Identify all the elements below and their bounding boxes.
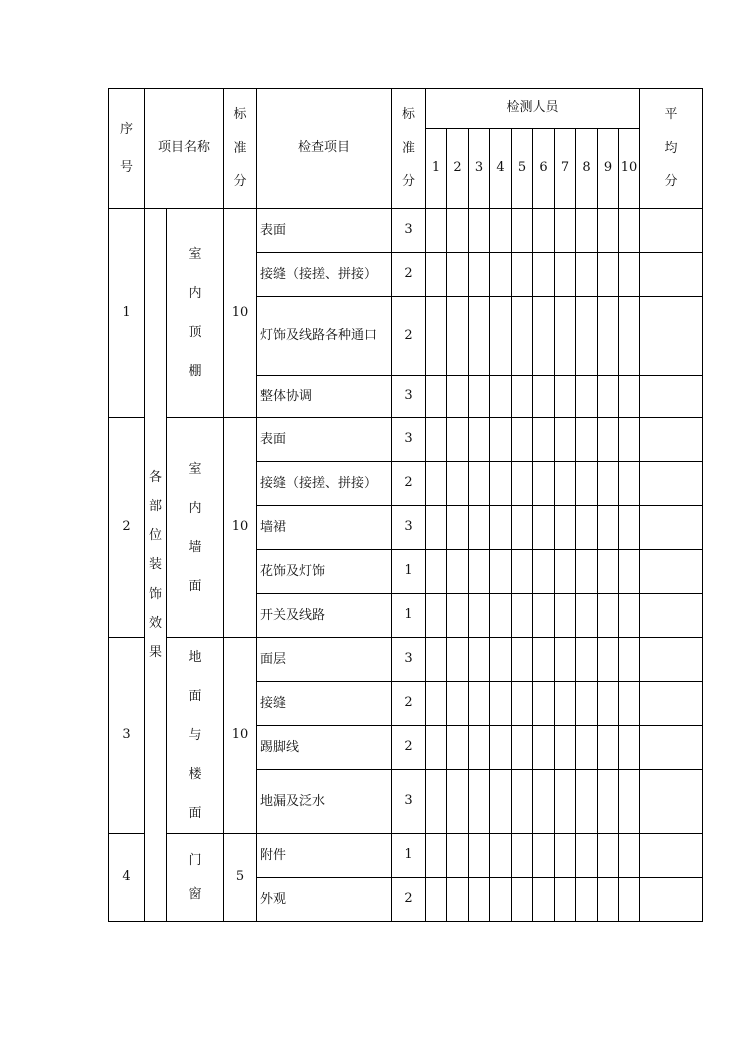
inspector-score-cell[interactable] [619,770,640,834]
inspector-score-cell[interactable] [469,376,490,418]
inspector-score-cell[interactable] [555,878,576,922]
inspector-score-cell[interactable] [469,418,490,462]
average-score-cell[interactable] [640,638,703,682]
row-seq: 4 [109,834,145,922]
average-score-cell[interactable] [640,878,703,922]
item-name [167,209,224,418]
inspector-score-cell[interactable] [447,550,469,594]
inspector-score-cell[interactable] [619,550,640,594]
inspector-score-cell[interactable] [576,726,598,770]
inspector-score-cell[interactable] [490,638,512,682]
inspector-score-cell[interactable] [576,506,598,550]
header-std-score: 标准分 [224,89,257,209]
inspector-score-cell[interactable] [598,638,619,682]
inspector-score-cell[interactable] [426,726,447,770]
inspector-score-cell[interactable] [598,462,619,506]
average-score-cell[interactable] [640,550,703,594]
inspector-score-cell[interactable] [469,550,490,594]
inspector-score-cell[interactable] [576,834,598,878]
inspector-score-cell[interactable] [598,209,619,253]
item-std-score: 5 [224,834,257,922]
inspector-score-cell[interactable] [533,297,555,376]
inspector-score-cell[interactable] [512,770,533,834]
inspector-score-cell[interactable] [512,682,533,726]
item-name-label: 门窗 [188,852,202,902]
inspector-score-cell[interactable] [447,834,469,878]
inspector-number: 6 [533,129,555,209]
inspector-score-cell[interactable] [512,253,533,297]
inspector-score-cell[interactable] [555,594,576,638]
check-item: 外观 [257,878,392,922]
inspector-score-cell[interactable] [576,253,598,297]
inspector-score-cell[interactable] [426,594,447,638]
inspector-score-cell[interactable] [469,834,490,878]
inspector-score-cell[interactable] [447,594,469,638]
inspector-score-cell[interactable] [447,638,469,682]
inspector-score-cell[interactable] [490,462,512,506]
inspector-score-cell[interactable] [512,726,533,770]
inspector-number: 5 [512,129,533,209]
inspector-score-cell[interactable] [426,209,447,253]
inspector-score-cell[interactable] [533,376,555,418]
inspector-score-cell[interactable] [469,209,490,253]
inspector-score-cell[interactable] [447,726,469,770]
check-item: 踢脚线 [257,726,392,770]
inspector-score-cell[interactable] [426,834,447,878]
inspector-score-cell[interactable] [555,462,576,506]
inspector-score-cell[interactable] [426,418,447,462]
check-item-score: 2 [392,682,426,726]
inspector-number: 2 [447,129,469,209]
inspector-score-cell[interactable] [533,878,555,922]
inspector-score-cell[interactable] [576,594,598,638]
header-item-name: 项目名称 [145,89,224,209]
check-item: 接缝 [257,682,392,726]
inspector-score-cell[interactable] [576,418,598,462]
inspector-score-cell[interactable] [490,834,512,878]
average-score-cell[interactable] [640,726,703,770]
inspector-score-cell[interactable] [469,682,490,726]
inspector-score-cell[interactable] [512,638,533,682]
inspector-score-cell[interactable] [426,253,447,297]
inspector-score-cell[interactable] [490,376,512,418]
item-name [167,418,224,638]
inspector-score-cell[interactable] [555,834,576,878]
inspector-score-cell[interactable] [576,682,598,726]
inspector-score-cell[interactable] [598,376,619,418]
inspector-score-cell[interactable] [469,594,490,638]
inspector-score-cell[interactable] [447,770,469,834]
inspector-score-cell[interactable] [533,550,555,594]
check-item: 整体协调 [257,376,392,418]
inspector-score-cell[interactable] [426,550,447,594]
check-item-score: 3 [392,376,426,418]
inspector-score-cell[interactable] [447,506,469,550]
inspector-score-cell[interactable] [426,506,447,550]
inspector-score-cell[interactable] [447,418,469,462]
inspector-score-cell[interactable] [619,376,640,418]
inspector-score-cell[interactable] [619,638,640,682]
inspector-score-cell[interactable] [490,297,512,376]
table-row [109,418,703,462]
inspector-score-cell[interactable] [512,462,533,506]
inspector-score-cell[interactable] [555,726,576,770]
header-inspectors: 检测人员 [426,89,640,129]
check-item-score: 2 [392,297,426,376]
inspector-score-cell[interactable] [598,550,619,594]
check-item-score: 3 [392,770,426,834]
inspector-score-cell[interactable] [512,297,533,376]
table-row [109,638,703,682]
row-seq: 3 [109,638,145,834]
inspector-score-cell[interactable] [447,878,469,922]
row-seq: 1 [109,209,145,418]
inspector-score-cell[interactable] [598,878,619,922]
average-score-cell[interactable] [640,834,703,878]
check-item: 面层 [257,638,392,682]
item-std-score: 10 [224,209,257,418]
inspector-score-cell[interactable] [533,638,555,682]
row-seq: 2 [109,418,145,638]
inspector-score-cell[interactable] [576,376,598,418]
check-item: 接缝（接搓、拼接） [257,462,392,506]
inspector-score-cell[interactable] [555,770,576,834]
inspector-score-cell[interactable] [619,253,640,297]
inspector-score-cell[interactable] [619,297,640,376]
check-item-score: 1 [392,834,426,878]
inspector-score-cell[interactable] [490,878,512,922]
header-average: 平均分 [640,89,703,209]
inspector-number: 10 [619,129,640,209]
item-name [167,834,224,922]
inspector-score-cell[interactable] [555,376,576,418]
inspector-score-cell[interactable] [533,770,555,834]
inspector-number: 7 [555,129,576,209]
inspector-score-cell[interactable] [576,550,598,594]
inspector-score-cell[interactable] [490,770,512,834]
check-item: 墙裙 [257,506,392,550]
check-item-score: 3 [392,418,426,462]
inspector-score-cell[interactable] [426,297,447,376]
inspector-score-cell[interactable] [512,878,533,922]
inspector-score-cell[interactable] [598,682,619,726]
inspector-score-cell[interactable] [469,297,490,376]
item-name-label: 室内顶棚 [188,247,202,379]
inspector-score-cell[interactable] [426,878,447,922]
inspector-score-cell[interactable] [469,462,490,506]
inspector-score-cell[interactable] [533,594,555,638]
check-item: 表面 [257,209,392,253]
inspector-score-cell[interactable] [447,209,469,253]
check-item-score: 1 [392,594,426,638]
inspector-score-cell[interactable] [447,462,469,506]
table-row [109,209,703,253]
inspector-score-cell[interactable] [576,770,598,834]
inspector-score-cell[interactable] [598,506,619,550]
inspector-score-cell[interactable] [555,506,576,550]
inspector-score-cell[interactable] [490,209,512,253]
inspector-score-cell[interactable] [619,209,640,253]
inspector-score-cell[interactable] [533,834,555,878]
inspector-score-cell[interactable] [512,834,533,878]
inspector-score-cell[interactable] [533,418,555,462]
inspector-score-cell[interactable] [576,209,598,253]
inspector-score-cell[interactable] [490,594,512,638]
inspector-score-cell[interactable] [533,209,555,253]
inspector-score-cell[interactable] [598,726,619,770]
inspector-score-cell[interactable] [533,506,555,550]
inspector-score-cell[interactable] [447,376,469,418]
inspector-score-cell[interactable] [512,418,533,462]
inspector-score-cell[interactable] [469,638,490,682]
inspector-score-cell[interactable] [469,253,490,297]
inspector-score-cell[interactable] [533,253,555,297]
inspector-score-cell[interactable] [555,209,576,253]
average-score-cell[interactable] [640,462,703,506]
inspector-score-cell[interactable] [426,770,447,834]
inspector-score-cell[interactable] [469,770,490,834]
inspector-number: 4 [490,129,512,209]
check-item: 附件 [257,834,392,878]
inspector-score-cell[interactable] [533,462,555,506]
inspector-score-cell[interactable] [555,682,576,726]
inspector-score-cell[interactable] [619,878,640,922]
inspector-score-cell[interactable] [555,297,576,376]
inspector-score-cell[interactable] [619,682,640,726]
inspector-score-cell[interactable] [512,376,533,418]
inspector-score-cell[interactable] [490,682,512,726]
inspector-score-cell[interactable] [576,878,598,922]
inspector-score-cell[interactable] [490,418,512,462]
inspector-score-cell[interactable] [555,550,576,594]
inspector-score-cell[interactable] [533,726,555,770]
inspector-score-cell[interactable] [619,726,640,770]
inspector-score-cell[interactable] [555,418,576,462]
header-check-item: 检查项目 [257,89,392,209]
inspector-score-cell[interactable] [555,638,576,682]
average-score-cell[interactable] [640,682,703,726]
check-item: 开关及线路 [257,594,392,638]
inspector-score-cell[interactable] [426,462,447,506]
average-score-cell[interactable] [640,770,703,834]
inspector-score-cell[interactable] [619,594,640,638]
inspector-score-cell[interactable] [447,297,469,376]
inspector-score-cell[interactable] [512,209,533,253]
inspector-score-cell[interactable] [598,418,619,462]
inspector-score-cell[interactable] [426,638,447,682]
inspector-score-cell[interactable] [576,638,598,682]
inspector-score-cell[interactable] [619,418,640,462]
inspector-score-cell[interactable] [598,297,619,376]
inspector-score-cell[interactable] [490,253,512,297]
inspector-score-cell[interactable] [426,376,447,418]
inspector-score-cell[interactable] [619,462,640,506]
average-score-cell[interactable] [640,506,703,550]
inspector-score-cell[interactable] [469,726,490,770]
average-score-cell[interactable] [640,209,703,253]
inspector-score-cell[interactable] [426,682,447,726]
header-std-score-2: 标准分 [392,89,426,209]
check-item-score: 2 [392,878,426,922]
inspector-score-cell[interactable] [469,506,490,550]
item-name [167,638,224,834]
inspector-score-cell[interactable] [619,506,640,550]
check-item-score: 2 [392,726,426,770]
average-score-cell[interactable] [640,594,703,638]
average-score-cell[interactable] [640,376,703,418]
inspector-score-cell[interactable] [512,550,533,594]
check-item-score: 2 [392,462,426,506]
check-item-score: 3 [392,209,426,253]
inspector-score-cell[interactable] [576,297,598,376]
category-label: 各部位装饰效果 [148,469,162,661]
inspector-score-cell[interactable] [490,726,512,770]
check-item: 表面 [257,418,392,462]
inspector-score-cell[interactable] [555,253,576,297]
item-std-score: 10 [224,418,257,638]
check-item: 花饰及灯饰 [257,550,392,594]
inspector-score-cell[interactable] [598,770,619,834]
item-name-label: 室内墙面 [188,461,202,594]
average-score-cell[interactable] [640,418,703,462]
inspector-score-cell[interactable] [512,594,533,638]
category-cell [145,209,167,922]
inspector-number: 9 [598,129,619,209]
check-item-score: 2 [392,253,426,297]
inspector-score-cell[interactable] [512,506,533,550]
header-seq: 序号 [109,89,145,209]
inspector-score-cell[interactable] [598,594,619,638]
check-item-score: 3 [392,506,426,550]
check-item: 地漏及泛水 [257,770,392,834]
inspection-table [108,88,703,922]
check-item-score: 1 [392,550,426,594]
check-item: 接缝（接搓、拼接） [257,253,392,297]
average-score-cell[interactable] [640,297,703,376]
inspector-number: 8 [576,129,598,209]
check-item: 灯饰及线路各种通口 [257,297,392,376]
inspector-score-cell[interactable] [490,550,512,594]
inspector-score-cell[interactable] [447,253,469,297]
inspector-score-cell[interactable] [619,834,640,878]
inspector-score-cell[interactable] [598,834,619,878]
item-std-score: 10 [224,638,257,834]
inspector-score-cell[interactable] [490,506,512,550]
inspector-number: 1 [426,129,447,209]
inspector-score-cell[interactable] [598,253,619,297]
inspector-score-cell[interactable] [533,682,555,726]
table-row [109,834,703,878]
inspector-score-cell[interactable] [447,682,469,726]
average-score-cell[interactable] [640,253,703,297]
inspector-score-cell[interactable] [469,878,490,922]
item-name-label: 地面与楼面 [188,650,202,821]
inspector-number: 3 [469,129,490,209]
check-item-score: 3 [392,638,426,682]
inspector-score-cell[interactable] [576,462,598,506]
